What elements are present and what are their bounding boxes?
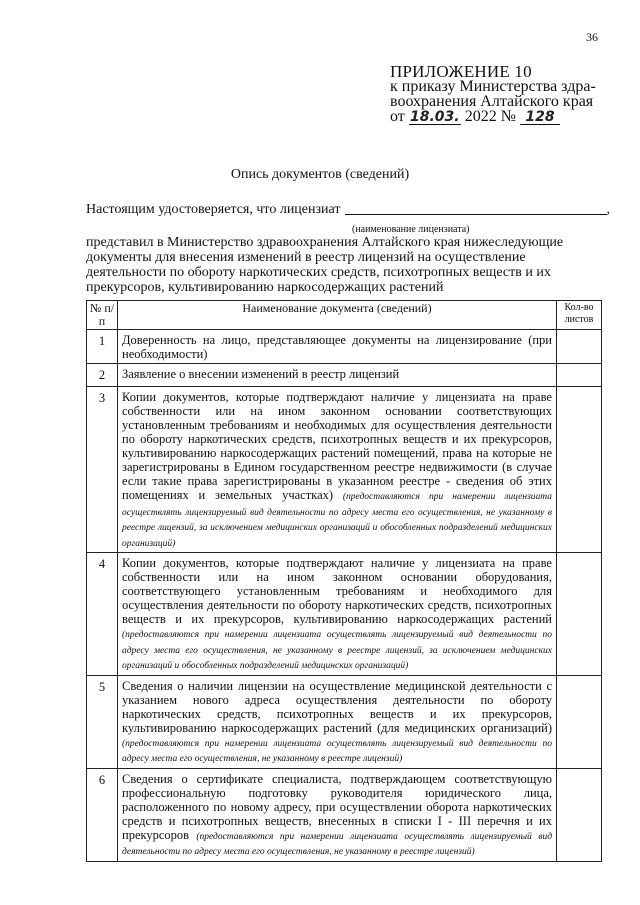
row-document-name — [118, 387, 557, 553]
row-note: (предоставляются при намерении лицензиата осуществлять лицензируемый вид деятельности по адресу места его осуществления, не указанному в реестре лицензий, за исключением медицинских организаций и обособленных подразделений медицинских организаций) — [122, 630, 552, 671]
inventory-table — [86, 300, 602, 862]
row-sheet-count — [557, 553, 602, 676]
certify-line — [86, 202, 610, 218]
row-number: 3 — [87, 387, 118, 553]
handwritten-number: 128 — [520, 111, 560, 125]
appendix-order-line-1: к приказу Министерства здра- — [390, 78, 596, 95]
row-number: 5 — [87, 675, 118, 768]
table-row — [87, 387, 602, 553]
table-header-row — [87, 301, 602, 330]
appendix-order-line-2: воохранения Алтайского края — [390, 93, 594, 110]
intro-paragraph: представил в Министерство здравоохранения Алтайского края нижеследующие документы для внесения изменений в реестр лицензий на осуществление деятельности по обороту наркотических средств, психотропных веществ и их прекурсоров, культивированию наркосодержащих растений — [86, 235, 564, 295]
header-number: № п/п — [87, 301, 118, 330]
table-row — [87, 553, 602, 676]
row-number: 1 — [87, 330, 118, 364]
row-note: (предоставляются при намерении лицензиата осуществлять лицензируемый вид деятельности по адресу места его осуществления, не указанному в реестре лицензий) — [122, 831, 552, 857]
from-label: от — [390, 108, 405, 125]
row-sheet-count — [557, 364, 602, 387]
header-sheet-count: Кол-во листов — [557, 301, 602, 330]
year-label: 2022 № — [464, 108, 517, 125]
table-row — [87, 768, 602, 861]
row-text: Копии документов, которые подтверждают наличие у лицензиата на праве собственности или на ином законном основании оборудования, соответствующего установленным требованиям и необходимого для осуществления деятельности по обороту наркотических средств, психотропных веществ и их прекурсоров, культивированию наркосодержащих растений — [122, 556, 552, 626]
row-document-name — [118, 553, 557, 676]
row-note: (предоставляются при намерении лицензиата осуществлять лицензируемый вид деятельности по адресу места его осуществления, не указанному в реестре лицензий) — [122, 738, 552, 764]
header-document-name: Наименование документа (сведений) — [118, 301, 557, 330]
page-number: 36 — [586, 30, 598, 44]
row-text: Сведения о наличии лицензии на осуществление медицинской деятельности с указанием нового адреса осуществления деятельности по обороту наркотических средств, психотропных веществ и их прекурсоров, культивированию наркосодержащих растений (для медицинских организаций) — [122, 678, 552, 735]
table-row — [87, 364, 602, 387]
row-text: Сведения о сертификате специалиста, подтверждающем соответствующую профессиональную подготовку руководителя юридического лица, расположенного по новому адресу, при осуществлении оборота наркотических средств и психотропных веществ, внесенных в списки I - III перечня и их прекурсоров — [122, 771, 552, 842]
row-sheet-count — [557, 675, 602, 768]
row-document-name — [118, 768, 557, 861]
licensee-name-blank — [345, 214, 607, 215]
table-row — [87, 330, 602, 364]
table-row — [87, 675, 602, 768]
licensee-caption: (наименование лицензиата) — [352, 224, 470, 235]
row-sheet-count — [557, 768, 602, 861]
row-number: 4 — [87, 553, 118, 676]
appendix-date-line — [390, 109, 596, 125]
handwritten-date: 18.03. — [409, 109, 460, 125]
row-text: Заявление о внесении изменений в реестр лицензий — [122, 367, 400, 381]
row-text: Копии документов, которые подтверждают наличие у лицензиата на праве собственности или на ином законном основании соответствующих установленным требованиям и необходимых для осуществления деятельности по обороту наркотических средств, психотропных веществ и их прекурсоров, культивированию наркосодержащих растений помещений, права на которые не зарегистрированы в Едином государственном реестре недвижимости (в случае если такие права зарегистрированы в указанном реестре - сведения об этих помещениях и земельных участках) — [122, 390, 552, 502]
row-number: 6 — [87, 768, 118, 861]
certify-end: , — [606, 202, 610, 217]
row-note: (предоставляются при намерении лицензиата осуществлять лицензируемый вид деятельности по адресу места его осуществления, не указанному в реестре лицензий, за исключением медицинских организаций и обособленных подразделений медицинских организаций) — [122, 492, 553, 549]
row-number: 2 — [87, 364, 118, 387]
appendix-title: ПРИЛОЖЕНИЕ 10 — [390, 62, 532, 81]
document-title: Опись документов (сведений) — [230, 167, 410, 182]
row-document-name — [118, 330, 557, 364]
row-text: Доверенность на лицо, представляющее документы на лицензирование (при необходимости) — [122, 333, 552, 361]
row-document-name — [118, 675, 557, 768]
row-sheet-count — [557, 330, 602, 364]
certify-text: Настоящим удостоверяется, что лицензиат — [86, 202, 341, 217]
appendix-header — [390, 64, 596, 125]
row-document-name — [118, 364, 557, 387]
row-sheet-count — [557, 387, 602, 553]
